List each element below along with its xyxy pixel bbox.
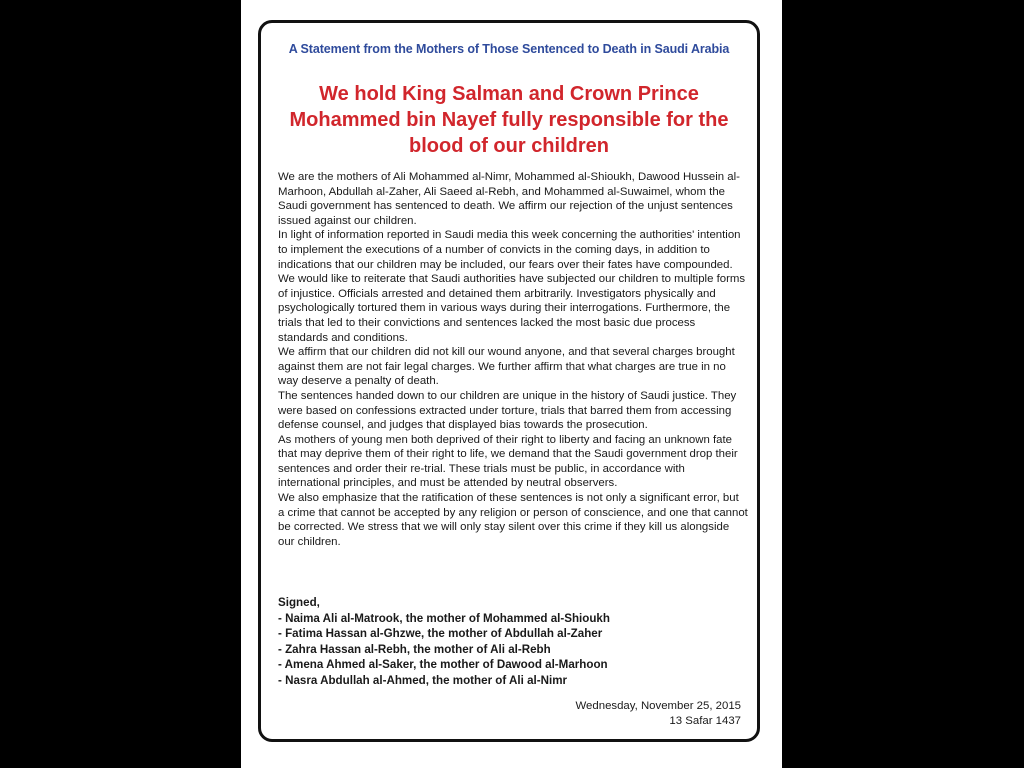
signatory-item: - Naima Ali al-Matrook, the mother of Mohammed al-Shioukh xyxy=(278,611,610,625)
body-paragraph: We are the mothers of Ali Mohammed al-Nimr, Mohammed al-Shioukh, Dawood Hussein al-Marhoon, Abdullah al-Zaher, Ali Saeed al-Rebh, and Mohammed al-Suwaimel, whom the Saudi government has sentenced to death. We affirm our rejection of the unjust sentences issued against our children. xyxy=(278,171,740,227)
body-paragraph: We affirm that our children did not kill our wound anyone, and that several charges brought against them are not fair legal charges. We further affirm that what charges are true in no way deserve a penalty of death. xyxy=(278,346,735,388)
signatory-item: - Nasra Abdullah al-Ahmed, the mother of Ali al-Nimr xyxy=(278,673,568,687)
statement-subtitle: A Statement from the Mothers of Those Sentenced to Death in Saudi Arabia xyxy=(288,42,730,56)
statement-body xyxy=(278,170,748,549)
signatory-item: - Zahra Hassan al-Rebh, the mother of Ali al-Rebh xyxy=(278,642,551,656)
signatures-block xyxy=(278,595,748,689)
statement-page xyxy=(241,0,782,768)
body-paragraph: In light of information reported in Saudi media this week concerning the authorities' intention to implement the executions of a number of convicts in the coming days, in addition to indications that our children may be included, our fears over their fates have compounded. xyxy=(278,229,741,271)
date-gregorian: Wednesday, November 25, 2015 xyxy=(575,700,741,712)
headline-line: Mohammed bin Nayef fully responsible for the xyxy=(289,109,729,131)
statement-frame xyxy=(258,20,760,742)
body-paragraph: We also emphasize that the ratification of these sentences is not only a significant error, but a crime that cannot be accepted by any religion or person of conscience, and one that cannot be corrected. We stress that we will only stay silent over this crime if they kill us alongside our children. xyxy=(278,492,748,548)
signatory-item: - Fatima Hassan al-Ghzwe, the mother of Abdullah al-Zaher xyxy=(278,627,603,641)
date-hijri: 13 Safar 1437 xyxy=(669,715,741,727)
statement-headline xyxy=(261,81,757,159)
body-paragraph: The sentences handed down to our children are unique in the history of Saudi justice. They were based on confessions extracted under torture, trials that barred them from accessing defense counsel, and judges that displayed bias towards the prosecution. xyxy=(278,389,737,432)
headline-line: We hold King Salman and Crown Prince xyxy=(319,83,699,105)
body-paragraph: We would like to reiterate that Saudi authorities have subjected our children to multiple forms of injustice. Officials arrested and detained them arbitrarily. Investigators physically and psychologically tortured them in various ways during their interrogations. Furthermore, the trials that led to their convictions and sentences lacked the most basic due process standards and conditions. xyxy=(278,273,746,344)
statement-dates xyxy=(576,699,741,729)
signatory-item: - Amena Ahmed al-Saker, the mother of Dawood al-Marhoon xyxy=(278,658,608,672)
body-paragraph: As mothers of young men both deprived of their right to liberty and facing an unknown fate that may deprive them of their right to life, we demand that the Saudi government drop their sentences and order their re-trial. These trials must be public, in accordance with international principles, and must be attended by neutral observers. xyxy=(278,433,738,490)
headline-line: blood of our children xyxy=(409,135,609,157)
signed-label: Signed, xyxy=(278,596,320,609)
